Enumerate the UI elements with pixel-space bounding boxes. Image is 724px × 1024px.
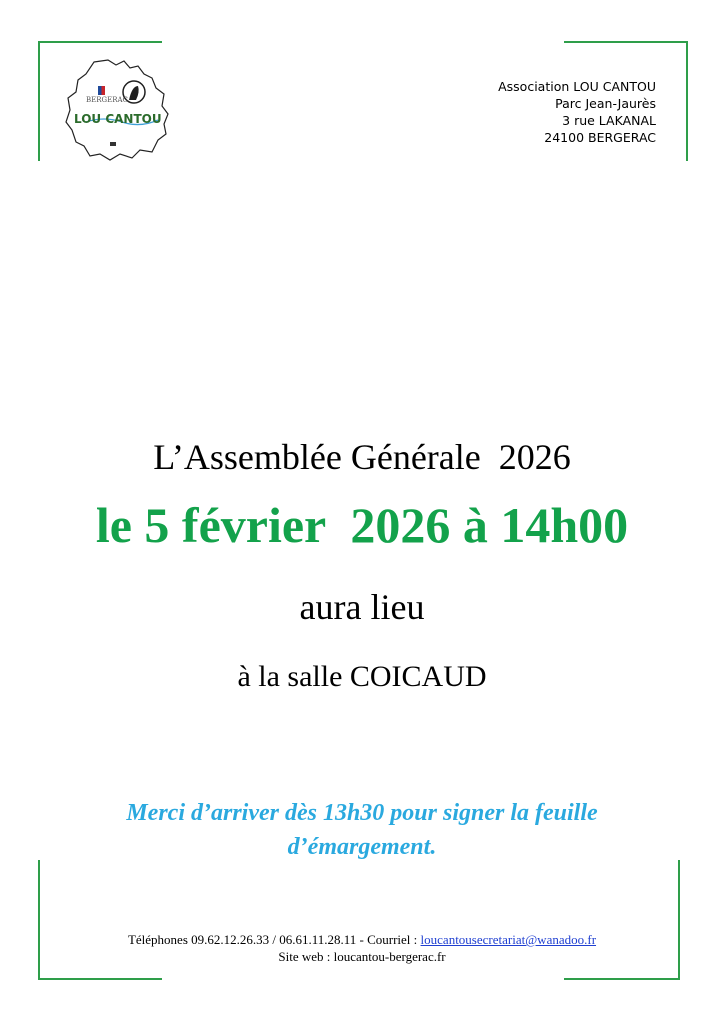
footer-phones: Téléphones 09.62.12.26.33 / 06.61.11.28.11 - Courriel : [127, 932, 421, 947]
logo-town-text: BERGERAC [86, 96, 128, 104]
association-address [498, 78, 656, 146]
title-line-assembly: L’Assemblée Générale 2026 [153, 437, 571, 477]
dordogne-map-icon [64, 56, 172, 164]
event-venue: à la salle COICAUD [237, 660, 487, 693]
notice-line-2: d’émargement. [287, 834, 437, 860]
arrival-notice [0, 796, 724, 864]
address-line-street: 3 rue LAKANAL [562, 113, 656, 128]
footer-website: Site web : loucantou-bergerac.fr [278, 949, 446, 964]
address-line-name: Association LOU CANTOU [498, 79, 656, 94]
event-date: le 5 février 2026 à 14h00 [95, 497, 629, 553]
address-line-city: 24100 BERGERAC [544, 130, 656, 145]
email-link[interactable]: loucantousecretariat@wanadoo.fr [420, 932, 597, 947]
logo-brand-text: LOU CANTOU [74, 112, 162, 126]
address-line-park: Parc Jean-Jaurès [555, 96, 656, 111]
contact-footer [0, 931, 724, 965]
notice-line-1: Merci d’arriver dès 13h30 pour signer la feuille [126, 800, 598, 826]
footer-contact-line [0, 931, 724, 948]
lou-cantou-logo [64, 56, 172, 164]
title-line-aura-lieu: aura lieu [299, 587, 425, 627]
